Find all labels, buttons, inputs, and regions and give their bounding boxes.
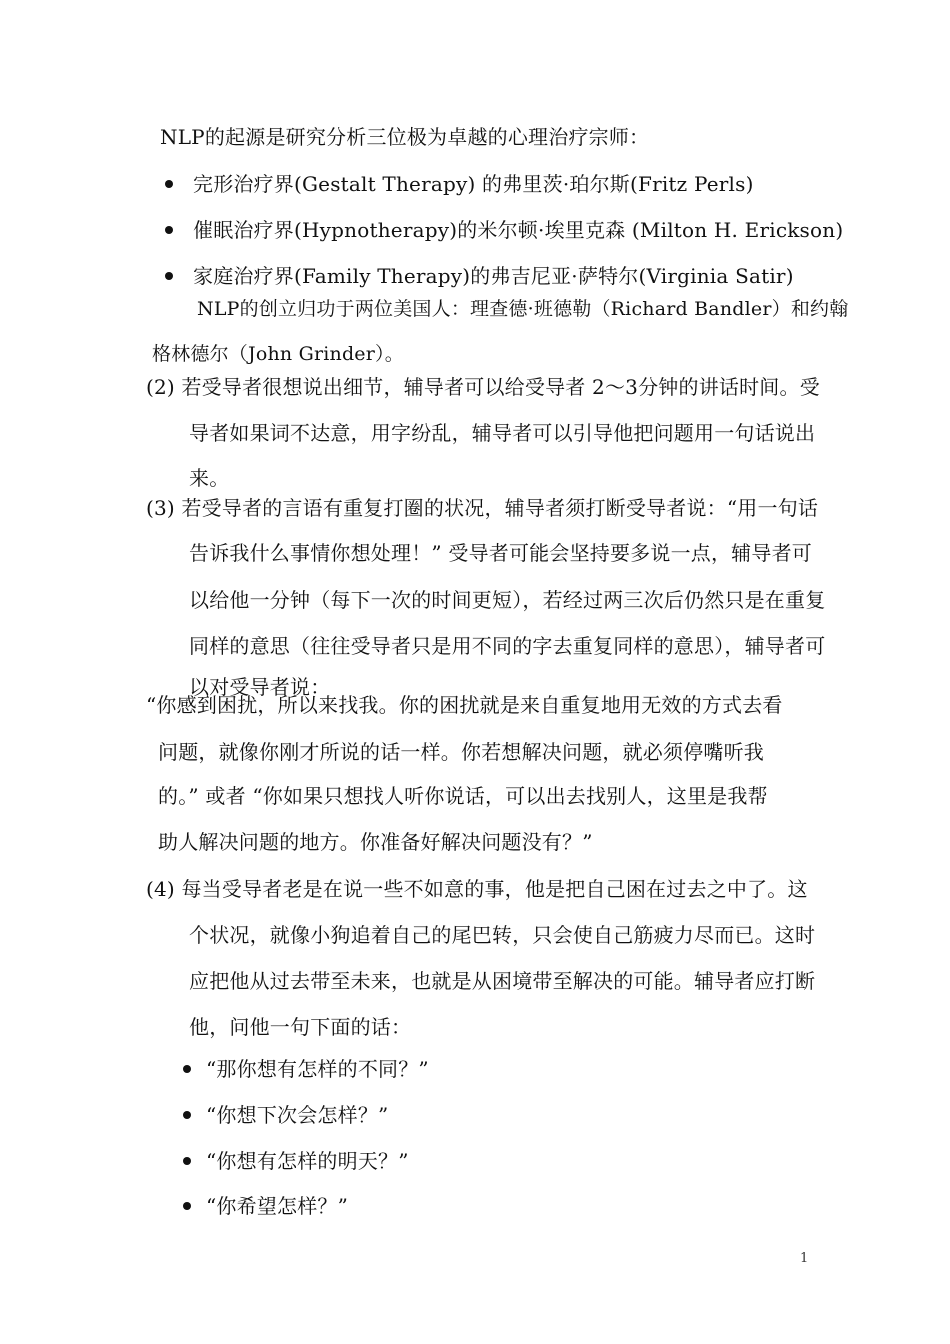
item4-line-2: 个状况，就像小狗追着自己的尾巴转，只会使自己筋疲力尽而已。这时 xyxy=(189,923,816,947)
bullet-icon xyxy=(165,272,173,280)
creators-line-2: 格林德尔（John Grinder）。 xyxy=(152,343,404,365)
item2-line-2: 导者如果词不达意，用字纷乱，辅导者可以引导他把问题用一句话说出 xyxy=(189,421,816,445)
item4-line-4: 他，问他一句下面的话： xyxy=(189,1015,412,1039)
bullet-icon xyxy=(165,180,173,188)
item3-line-2: 告诉我什么事情你想处理！” 受导者可能会坚持要多说一点，辅导者可 xyxy=(189,541,812,565)
item3-line-3: 以给他一分钟（每下一次的时间更短），若经过两三次后仍然只是在重复 xyxy=(189,588,826,612)
item3-line-1: (3) 若受导者的言语有重复打圈的状况，辅导者须打断受导者说：“用一句话 xyxy=(146,496,819,520)
quote-line-3: 的。” 或者 “你如果只想找人听你说话，可以出去找别人，这里是我帮 xyxy=(158,784,768,808)
item2-line-1: (2) 若受导者很想说出细节，辅导者可以给受导者 2～3分钟的讲话时间。受 xyxy=(146,375,820,399)
quote-line-1: “你感到困扰，所以来找我。你的困扰就是来自重复地用无效的方式去看 xyxy=(146,693,783,717)
bullet-icon xyxy=(183,1111,191,1119)
item3-line-4: 同样的意思（往往受导者只是用不同的字去重复同样的意思），辅导者可 xyxy=(189,634,826,658)
bullet-icon xyxy=(183,1157,191,1165)
question-3: “你想有怎样的明天？” xyxy=(206,1149,409,1173)
bullet-icon xyxy=(165,226,173,234)
founder-family: 家庭治疗界(Family Therapy)的弗吉尼亚·萨特尔(Virginia Satir) xyxy=(193,264,794,288)
question-2: “你想下次会怎样？” xyxy=(206,1103,389,1127)
item2-line-3: 来。 xyxy=(189,466,230,490)
creators-line-1: NLP的创立归功于两位美国人：理查德·班德勒（Richard Bandler）和约翰 xyxy=(197,298,849,320)
quote-line-2: 问题，就像你刚才所说的话一样。你若想解决问题，就必须停嘴听我 xyxy=(158,740,764,764)
bullet-icon xyxy=(183,1065,191,1073)
item4-line-3: 应把他从过去带至未来，也就是从困境带至解决的可能。辅导者应打断 xyxy=(189,969,816,993)
item3-line-5: 以对受导者说： xyxy=(189,675,331,699)
item4-line-1: (4) 每当受导者老是在说一些不如意的事，他是把自己困在过去之中了。这 xyxy=(146,877,808,901)
page-number: 1 xyxy=(800,1251,809,1266)
founder-gestalt: 完形治疗界(Gestalt Therapy) 的弗里茨·珀尔斯(Fritz Perls) xyxy=(193,172,754,196)
question-4: “你希望怎样？” xyxy=(206,1194,349,1218)
founder-hypnotherapy: 催眠治疗界(Hypnotherapy)的米尔顿·埃里克森 (Milton H. Erickson) xyxy=(193,218,844,242)
quote-line-4: 助人解决问题的地方。你准备好解决问题没有？” xyxy=(158,830,593,854)
bullet-icon xyxy=(183,1202,191,1210)
intro-line: NLP的起源是研究分析三位极为卓越的心理治疗宗师： xyxy=(160,125,650,149)
question-1: “那你想有怎样的不同？” xyxy=(206,1057,429,1081)
